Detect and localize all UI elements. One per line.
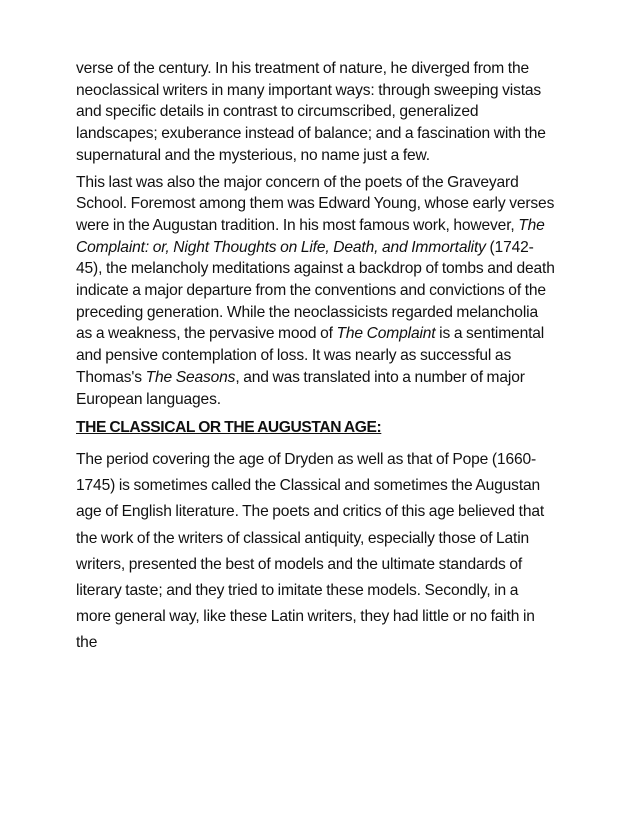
paragraph-augustan-age xyxy=(76,447,556,657)
graveyard-text-d: , and was translated into a number of major European languages. xyxy=(76,368,525,408)
paragraph-nature xyxy=(76,58,556,167)
paragraph-graveyard-school xyxy=(76,172,556,411)
paragraph-augustan-text: The period covering the age of Dryden as well as that of Pope (1660-1745) is sometimes called the Classical and sometimes the Augustan age of English literature. The poets and critics of this age believed that the work of the writers of classical antiquity, especially those of Latin writers, presented the best of models and the ultimate standards of literary taste; and they tried to imitate these models. Secondly, in a more general way, like these Latin writers, they had little or no faith in the xyxy=(76,450,545,652)
graveyard-text-a: This last was also the major concern of the poets of the Graveyard School. Foremost among them was Edward Young, whose early verses were in the Augustan tradition. In his most famous work, however, xyxy=(76,173,555,234)
graveyard-text-c: is a sentimental and pensive contemplation of loss. It was nearly as successful as Thomas's xyxy=(76,325,545,386)
document-page xyxy=(76,58,556,657)
section-heading: THE CLASSICAL OR THE AUGUSTAN AGE: xyxy=(76,419,382,437)
paragraph-nature-text: verse of the century. In his treatment of nature, he diverged from the neoclassical writers in many important ways: through sweeping vistas and specific details in contrast to circumscribed, generalized landscapes; exuberance instead of balance; and a fascination with the supernatural and the mysterious, no name just a few. xyxy=(76,60,546,164)
title-the-seasons: The Seasons xyxy=(145,368,236,386)
title-night-thoughts: The Complaint: or, Night Thoughts on Life, Death, and Immortality xyxy=(76,216,545,256)
graveyard-text-b: (1742-45), the melancholy meditations against a backdrop of tombs and death indicate a major departure from the conventions and convictions of the preceding generation. While the neoclassicists regarded melancholia as a weakness, the pervasive mood of xyxy=(76,238,555,343)
title-the-complaint: The Complaint xyxy=(336,325,436,343)
